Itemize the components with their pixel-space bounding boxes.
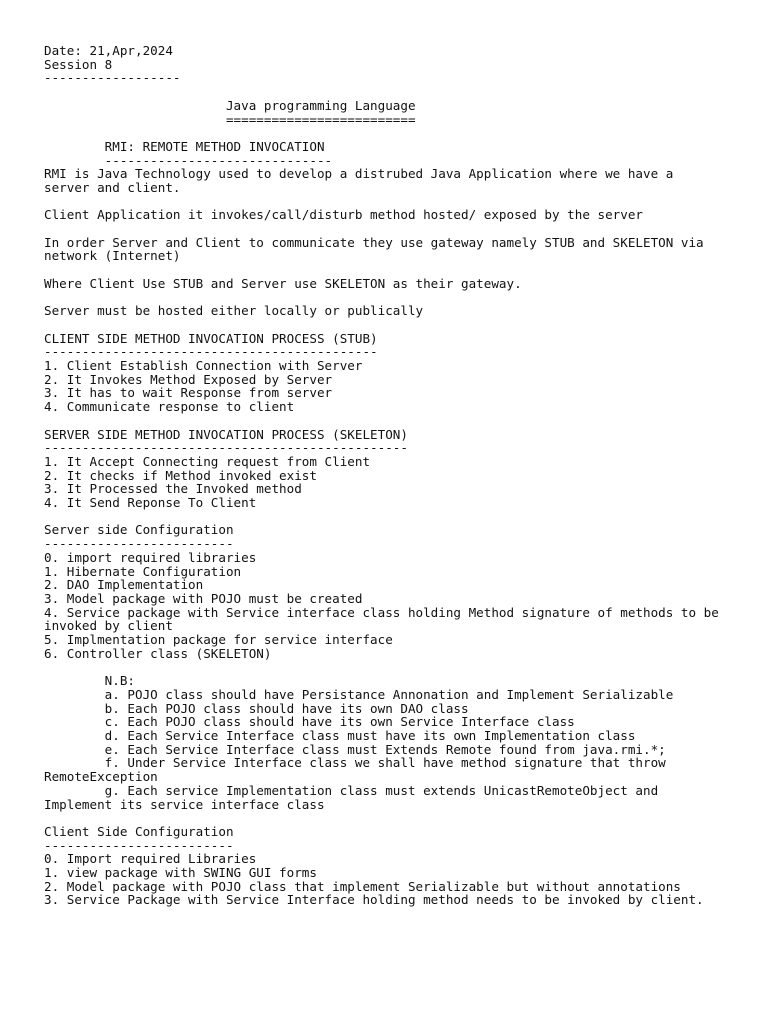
text-line: 2. It Invokes Method Exposed by Server	[44, 371, 333, 387]
text-line: ------------------------------	[44, 152, 333, 168]
text-line: 3. It has to wait Response from server	[44, 385, 333, 401]
text-line	[44, 661, 744, 675]
text-line: 2. Model package with POJO class that implement Serializable but without annotations	[44, 878, 681, 894]
text-line: 5. Implmentation package for service interface	[44, 632, 393, 648]
text-line: Where Client Use STUB and Server use SKELETON as their gateway.	[44, 275, 522, 291]
text-line: b. Each POJO class should have its own DAO class	[44, 700, 469, 716]
text-line: Server side Configuration	[44, 522, 234, 538]
text-line: 4. Service package with Service interface class holding Method signature of methods to be	[44, 604, 719, 620]
text-line: 2. DAO Implementation	[44, 577, 204, 593]
text-line: g. Each service Implementation class must extends UnicastRemoteObject and	[44, 782, 659, 798]
text-line	[44, 222, 744, 236]
text-line: Session 8	[44, 56, 113, 72]
text-line: 6. Controller class (SKELETON)	[44, 645, 272, 661]
text-line	[44, 195, 744, 209]
text-line: network (Internet)	[44, 248, 181, 264]
text-line: -------------------------	[44, 536, 234, 552]
text-line: RemoteException	[44, 769, 158, 785]
text-line: ------------------------------------------------	[44, 440, 408, 456]
text-line	[44, 126, 744, 140]
text-line: -------------------------	[44, 837, 234, 853]
text-line: --------------------------------------------	[44, 344, 378, 360]
text-line: 2. It checks if Method invoked exist	[44, 467, 317, 483]
text-line: 4. Communicate response to client	[44, 399, 295, 415]
text-line: 1. Client Establish Connection with Server	[44, 358, 363, 374]
text-line	[44, 263, 744, 277]
text-line: Implement its service interface class	[44, 796, 325, 812]
text-line: Client Application it invokes/call/disturb method hosted/ exposed by the server	[44, 207, 643, 223]
text-line	[44, 811, 744, 825]
text-line: Client Side Configuration	[44, 823, 234, 839]
text-line: 0. import required libraries	[44, 549, 257, 565]
text-line	[44, 318, 744, 332]
text-line: a. POJO class should have Persistance Annonation and Implement Serializable	[44, 686, 674, 702]
text-line	[44, 414, 744, 428]
text-line	[44, 510, 744, 524]
text-line: 0. Import required Libraries	[44, 851, 257, 867]
text-line: In order Server and Client to communicate they use gateway namely STUB and SKELETON via	[44, 234, 704, 250]
text-line	[44, 85, 744, 99]
text-line: 3. Service Package with Service Interface holding method needs to be invoked by client.	[44, 892, 704, 908]
text-line: 1. It Accept Connecting request from Client	[44, 453, 371, 469]
text-line: 1. view package with SWING GUI forms	[44, 865, 317, 881]
text-line: 3. Model package with POJO must be created	[44, 590, 363, 606]
text-line: CLIENT SIDE METHOD INVOCATION PROCESS (STUB)	[44, 330, 378, 346]
document-text	[44, 44, 744, 907]
text-line: RMI is Java Technology used to develop a distrubed Java Application where we have a	[44, 166, 674, 182]
text-line: ------------------	[44, 70, 181, 86]
text-line: e. Each Service Interface class must Extends Remote found from java.rmi.*;	[44, 741, 666, 757]
text-line: SERVER SIDE METHOD INVOCATION PROCESS (SKELETON)	[44, 426, 408, 442]
text-line: 3. It Processed the Invoked method	[44, 481, 302, 497]
text-line: RMI: REMOTE METHOD INVOCATION	[44, 138, 325, 154]
text-line: Date: 21,Apr,2024	[44, 43, 173, 58]
text-line: 1. Hibernate Configuration	[44, 563, 242, 579]
text-line: c. Each POJO class should have its own Service Interface class	[44, 714, 575, 730]
text-line: N.B:	[44, 673, 135, 689]
text-line: Server must be hosted either locally or publically	[44, 303, 424, 319]
text-line: f. Under Service Interface class we shall have method signature that throw	[44, 755, 666, 771]
text-line: server and client.	[44, 180, 181, 195]
text-line	[44, 291, 744, 305]
text-line: Java programming Language	[44, 97, 416, 113]
text-line: invoked by client	[44, 618, 173, 634]
text-line: =========================	[44, 111, 416, 127]
text-line: d. Each Service Interface class must have its own Implementation class	[44, 728, 636, 743]
text-line: 4. It Send Reponse To Client	[44, 495, 257, 511]
